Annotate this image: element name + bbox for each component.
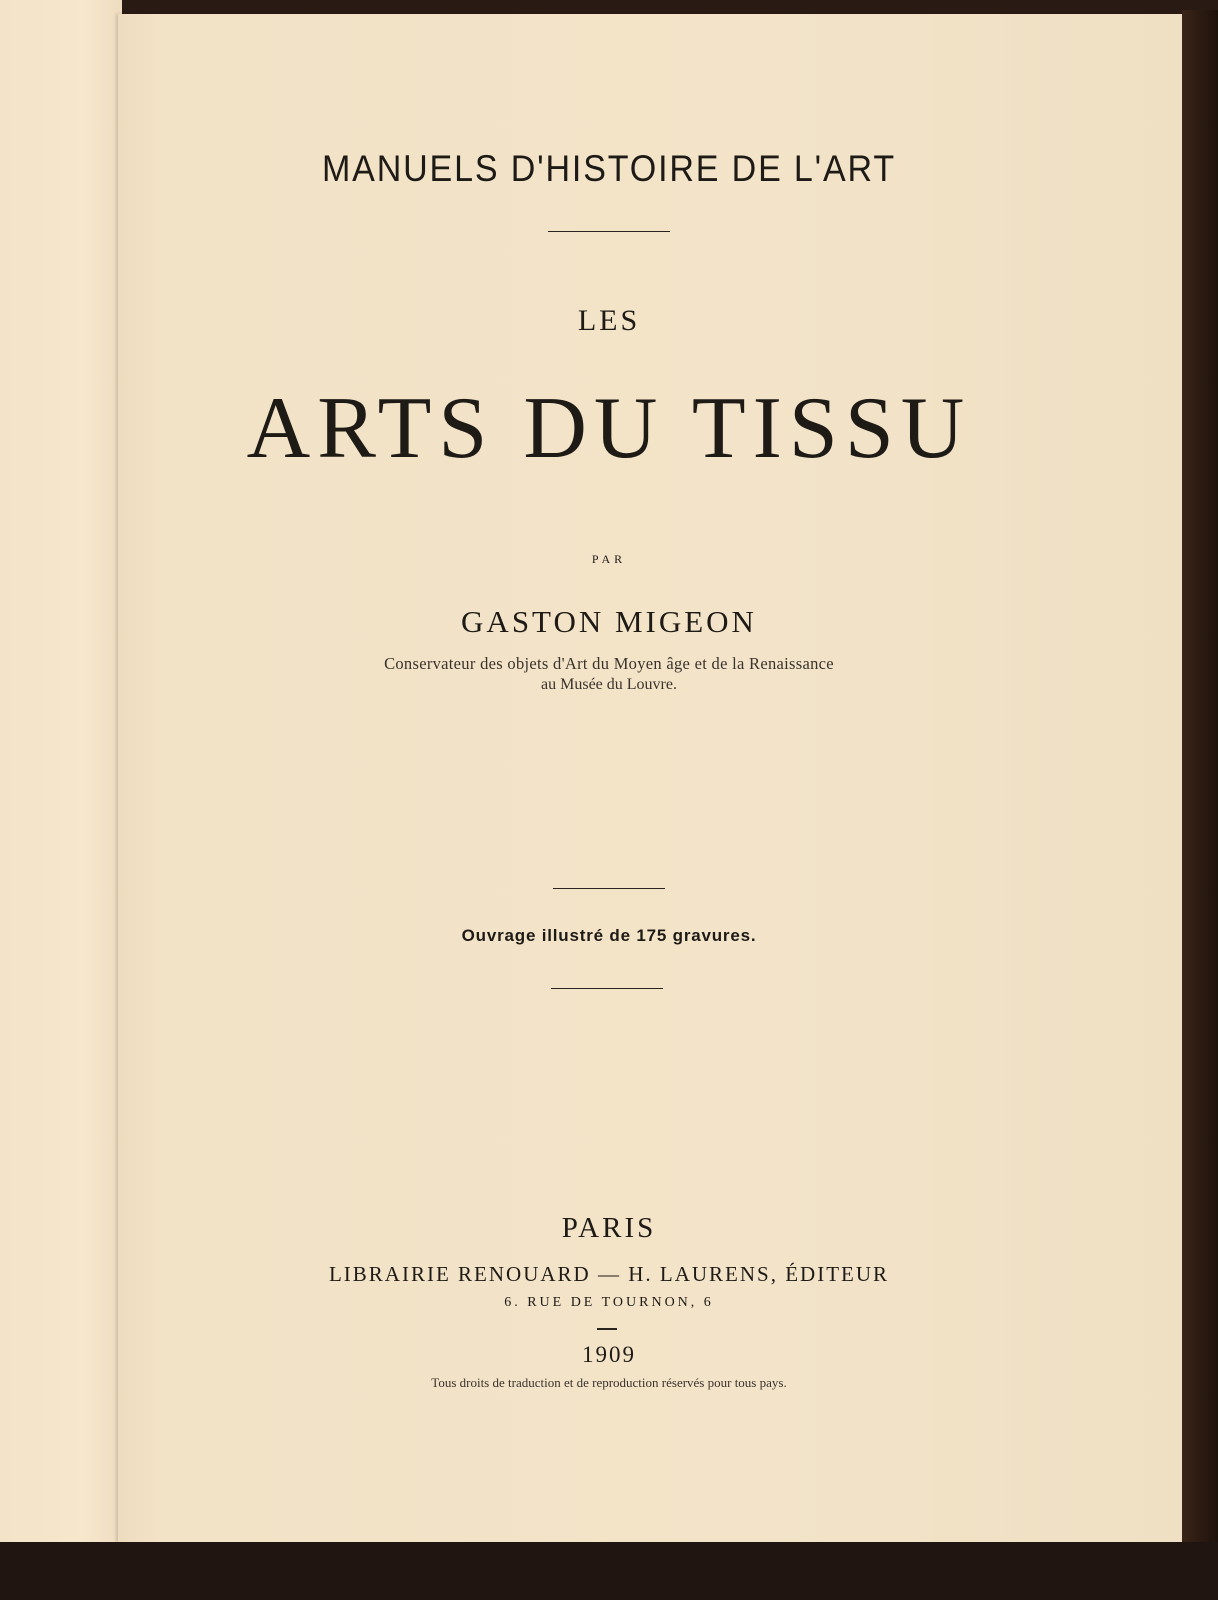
author-role-line2: au Musée du Louvre.: [541, 676, 677, 693]
book-title: ARTS DU TISSU: [246, 380, 972, 477]
series-title: MANUELS D'HISTOIRE DE L'ART: [321, 148, 897, 189]
divider-rule: [551, 988, 663, 989]
publication-city: PARIS: [561, 1212, 657, 1244]
book-cover-edge: [1182, 10, 1218, 1550]
publication-year: 1909: [582, 1342, 636, 1367]
title-page: [118, 14, 1182, 1542]
divider-dash: [597, 1328, 617, 1330]
title-prefix: LES: [577, 304, 641, 337]
author-role-line1: Conservateur des objets d'Art du Moyen âge et de la Renaissance: [384, 654, 834, 673]
rights-notice: Tous droits de traduction et de reproduction réservés pour tous pays.: [431, 1375, 787, 1390]
illustrations-note: Ouvrage illustré de 175 gravures.: [461, 926, 757, 945]
publisher: LIBRAIRIE RENOUARD — H. LAURENS, ÉDITEUR: [328, 1262, 890, 1286]
divider-rule: [548, 231, 670, 232]
flyleaf-page: [0, 0, 122, 1545]
divider-rule: [553, 888, 665, 889]
book-cover-bottom: [0, 1542, 1218, 1600]
author-name: GASTON MIGEON: [461, 604, 757, 639]
publisher-address: 6. RUE DE TOURNON, 6: [504, 1295, 714, 1310]
by-label: PAR: [591, 552, 627, 566]
